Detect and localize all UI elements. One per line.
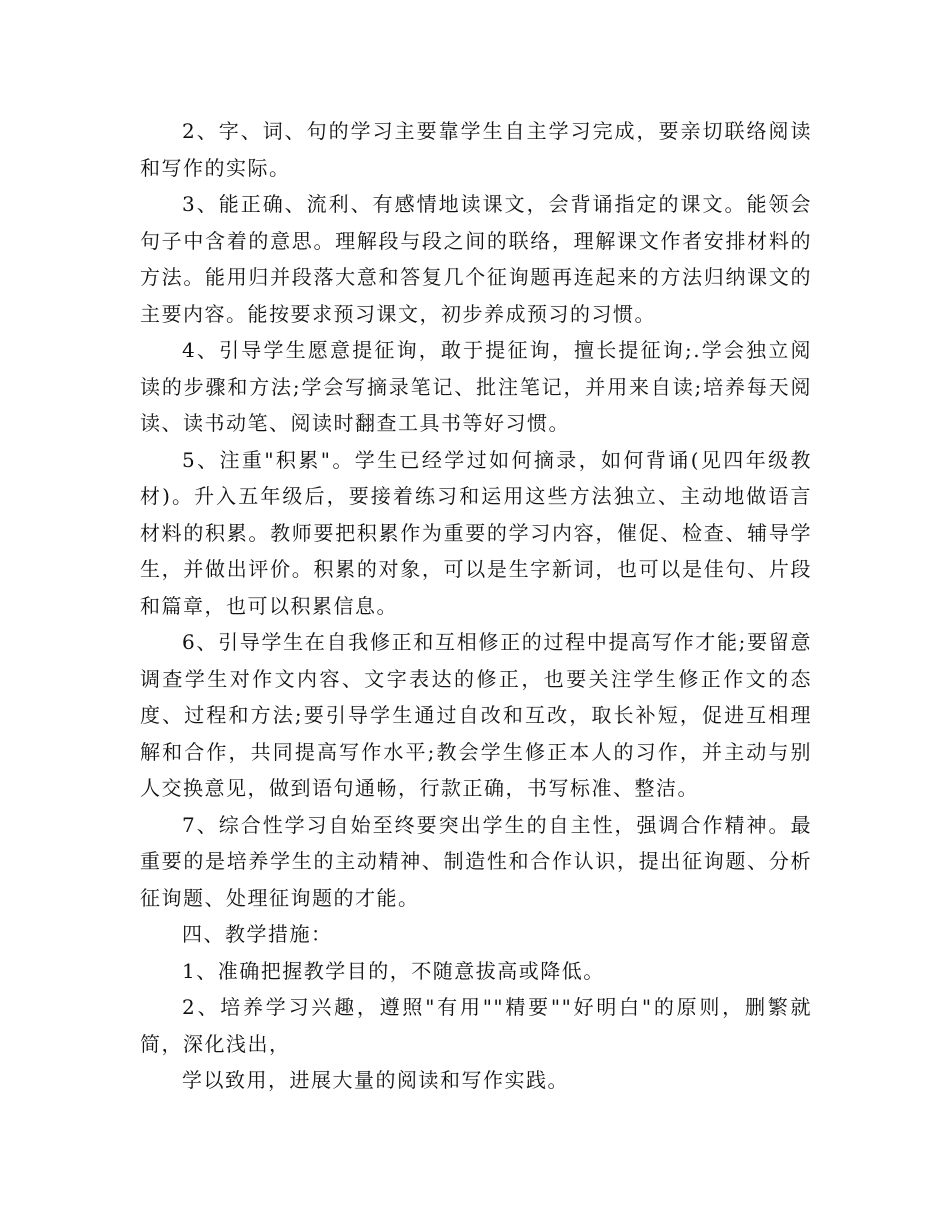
paragraph-item-3: 3、能正确、流利、有感情地读课文，会背诵指定的课文。能领会句子中含着的意思。理解段与段之间的联络，理解课文作者安排材料的方法。能用归并段落大意和答复几个征询题再连起来的方法归纳课文的主要内容。能按要求预习课文，初步养成预习的习惯。 [140,192,812,326]
paragraph-item-7: 7、综合性学习自始至终要突出学生的自主性，强调合作精神。最重要的是培养学生的主动精神、制造性和合作认识，提出征询题、分析征询题、处理征询题的才能。 [140,812,812,910]
measure-item-2: 2、培养学习兴趣，遵照"有用""精要""好明白"的原则，删繁就简，深化浅出， [140,995,812,1056]
paragraph-item-5: 5、注重"积累"。学生已经学过如何摘录，如何背诵(见四年级教材)。升入五年级后，要接着练习和运用这些方法独立、主动地做语言材料的积累。教师要把积累作为重要的学习内容，催促、检查、辅导学生，并做出评价。积累的对象，可以是生字新词，也可以是佳句、片段和篇章，也可以积累信息。 [140,447,812,618]
paragraph-item-2: 2、字、词、句的学习主要靠学生自主学习完成，要亲切联络阅读和写作的实际。 [140,119,812,180]
document-body [140,113,812,1099]
section-heading-teaching-measures: 四、教学措施： [182,922,333,946]
paragraph-item-6: 6、引导学生在自我修正和互相修正的过程中提高写作才能;要留意调查学生对作文内容、文字表达的修正，也要关注学生修正作文的态度、过程和方法;要引导学生通过自改和互改，取长补短，促进互相理解和合作，共同提高写作水平;教会学生修正本人的习作，并主动与别人交换意见，做到语句通畅，行款正确，书写标准、整洁。 [140,630,812,800]
measure-item-1: 1、准确把握教学目的，不随意拔高或降低。 [182,958,605,983]
measure-item-2-continued: 学以致用，进展大量的阅读和写作实践。 [182,1068,569,1092]
paragraph-item-4: 4、引导学生愿意提征询，敢于提征询，擅长提征询;.学会独立阅读的步骤和方法;学会写摘录笔记、批注笔记，并用来自读;培养每天阅读、读书动笔、阅读时翻查工具书等好习惯。 [140,338,812,435]
